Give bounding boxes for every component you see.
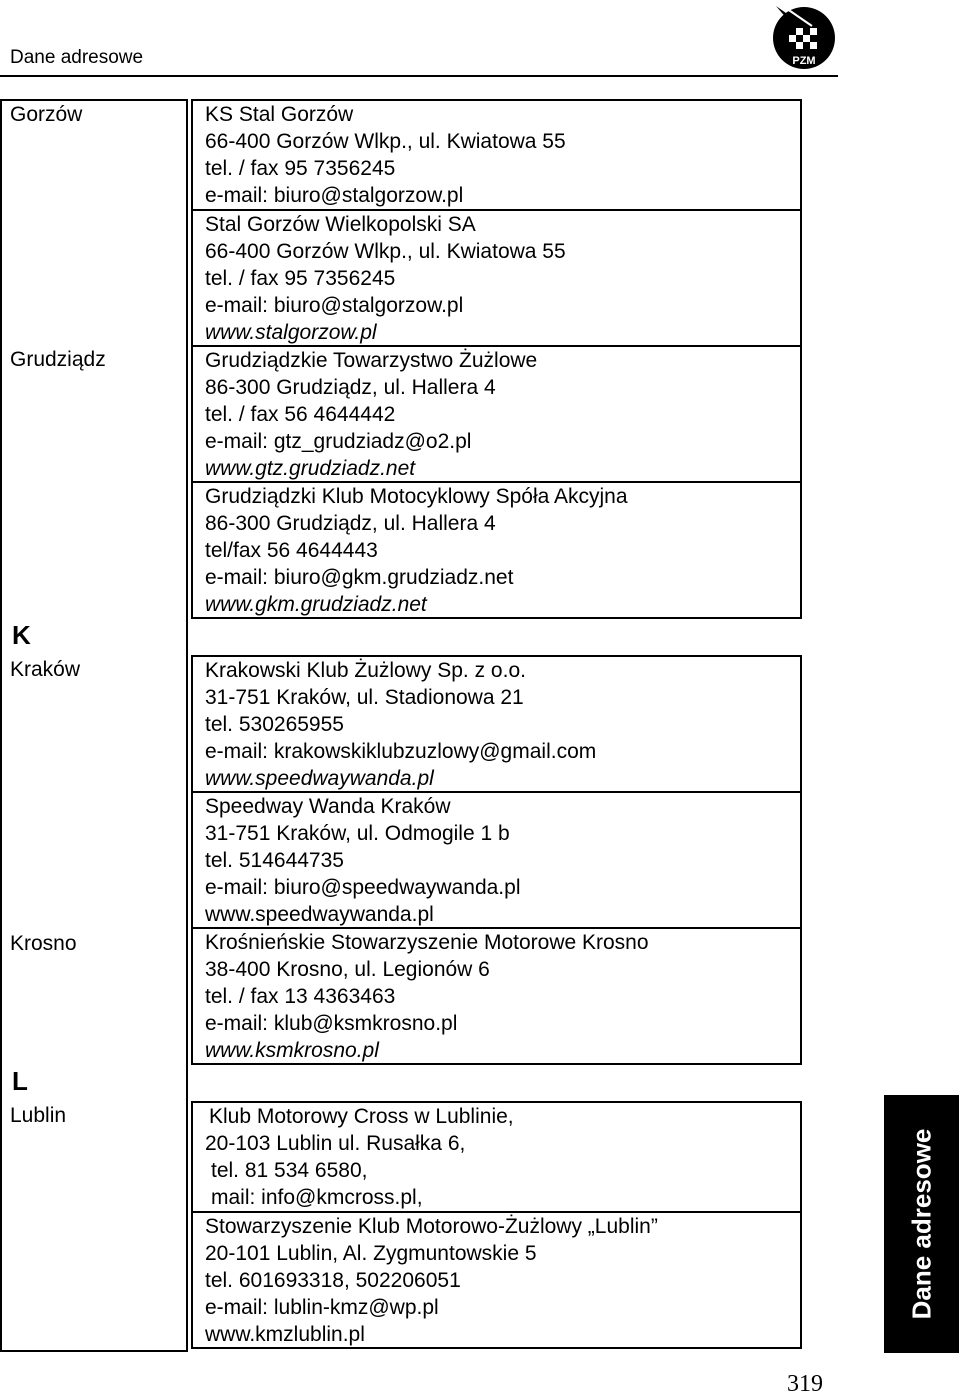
org-name: Klub Motorowy Cross w Lublinie, — [209, 1105, 514, 1128]
section-letter-k: K — [12, 620, 31, 650]
city-grudziadz: Grudziądz — [10, 348, 106, 371]
phone: tel. 530265955 — [205, 713, 344, 736]
org-name: Grudziądzkie Towarzystwo Żużlowe — [205, 349, 538, 372]
address: 31-751 Kraków, ul. Odmogile 1 b — [205, 822, 510, 845]
entry-box — [191, 1211, 802, 1349]
phone: tel. / fax 13 4363463 — [205, 985, 396, 1008]
pzm-logo — [770, 0, 836, 72]
entry-box — [191, 655, 802, 793]
logo-text: PZM — [792, 55, 816, 67]
phone: tel. / fax 95 7356245 — [205, 157, 396, 180]
city-krakow: Kraków — [10, 658, 81, 681]
phone: tel. / fax 56 4644442 — [205, 403, 396, 426]
address: 66-400 Gorzów Wlkp., ul. Kwiatowa 55 — [205, 240, 566, 263]
website-link[interactable]: www.speedwaywanda.pl — [205, 903, 434, 926]
entry-box — [191, 209, 802, 347]
entry-box — [191, 345, 802, 483]
entry-box — [191, 99, 802, 211]
website-link[interactable]: www.ksmkrosno.pl — [205, 1039, 379, 1062]
address: 20-103 Lublin ul. Rusałka 6, — [205, 1132, 466, 1155]
phone: tel. 81 534 6580, — [211, 1159, 368, 1182]
side-tab — [884, 1095, 959, 1353]
address: 20-101 Lublin, Al. Zygmuntowskie 5 — [205, 1242, 537, 1265]
website-link[interactable]: www.gkm.grudziadz.net — [205, 593, 427, 616]
phone: tel/fax 56 4644443 — [205, 539, 378, 562]
page-header-title: Dane adresowe — [10, 47, 144, 68]
entry-box — [191, 791, 802, 929]
email: e-mail: krakowskiklubzuzlowy@gmail.com — [205, 740, 597, 763]
section-letter-l: L — [12, 1066, 28, 1096]
website-link[interactable]: www.stalgorzow.pl — [205, 321, 377, 344]
phone: tel. / fax 95 7356245 — [205, 267, 396, 290]
city-lublin: Lublin — [10, 1104, 67, 1127]
org-name: Krakowski Klub Żużlowy Sp. z o.o. — [205, 659, 526, 682]
city-gorzow: Gorzów — [10, 103, 83, 126]
org-name: Krośnieńskie Stowarzyszenie Motorowe Krosno — [205, 931, 649, 954]
header-rule — [0, 75, 838, 77]
email: mail: info@kmcross.pl, — [211, 1186, 423, 1209]
email: e-mail: biuro@stalgorzow.pl — [205, 294, 464, 317]
org-name: KS Stal Gorzów — [205, 103, 354, 126]
entry-box — [191, 481, 802, 619]
page-number: 319 — [787, 1371, 823, 1397]
org-name: Stowarzyszenie Klub Motorowo-Żużlowy „Lublin” — [205, 1215, 658, 1238]
address: 86-300 Grudziądz, ul. Hallera 4 — [205, 376, 496, 399]
address: 86-300 Grudziądz, ul. Hallera 4 — [205, 512, 496, 535]
city-krosno: Krosno — [10, 932, 77, 955]
email: e-mail: biuro@gkm.grudziadz.net — [205, 566, 514, 589]
org-name: Stal Gorzów Wielkopolski SA — [205, 213, 476, 236]
entry-box — [191, 1101, 802, 1213]
org-name: Grudziądzki Klub Motocyklowy Spóła Akcyjna — [205, 485, 628, 508]
email: e-mail: biuro@stalgorzow.pl — [205, 184, 464, 207]
city-column — [0, 99, 188, 1352]
address: 66-400 Gorzów Wlkp., ul. Kwiatowa 55 — [205, 130, 566, 153]
phone: tel. 514644735 — [205, 849, 344, 872]
email: e-mail: gtz_grudziadz@o2.pl — [205, 430, 472, 453]
email: e-mail: klub@ksmkrosno.pl — [205, 1012, 458, 1035]
email: e-mail: biuro@speedwaywanda.pl — [205, 876, 521, 899]
entry-box — [191, 927, 802, 1065]
website-link[interactable]: www.speedwaywanda.pl — [205, 767, 434, 790]
org-name: Speedway Wanda Kraków — [205, 795, 451, 818]
website-link[interactable]: www.kmzlublin.pl — [205, 1323, 365, 1346]
website-link[interactable]: www.gtz.grudziadz.net — [205, 457, 416, 480]
email: e-mail: lublin-kmz@wp.pl — [205, 1296, 439, 1319]
phone: tel. 601693318, 502206051 — [205, 1269, 461, 1292]
address: 31-751 Kraków, ul. Stadionowa 21 — [205, 686, 524, 709]
address: 38-400 Krosno, ul. Legionów 6 — [205, 958, 490, 981]
side-tab-label: Dane adresowe — [906, 1128, 936, 1320]
